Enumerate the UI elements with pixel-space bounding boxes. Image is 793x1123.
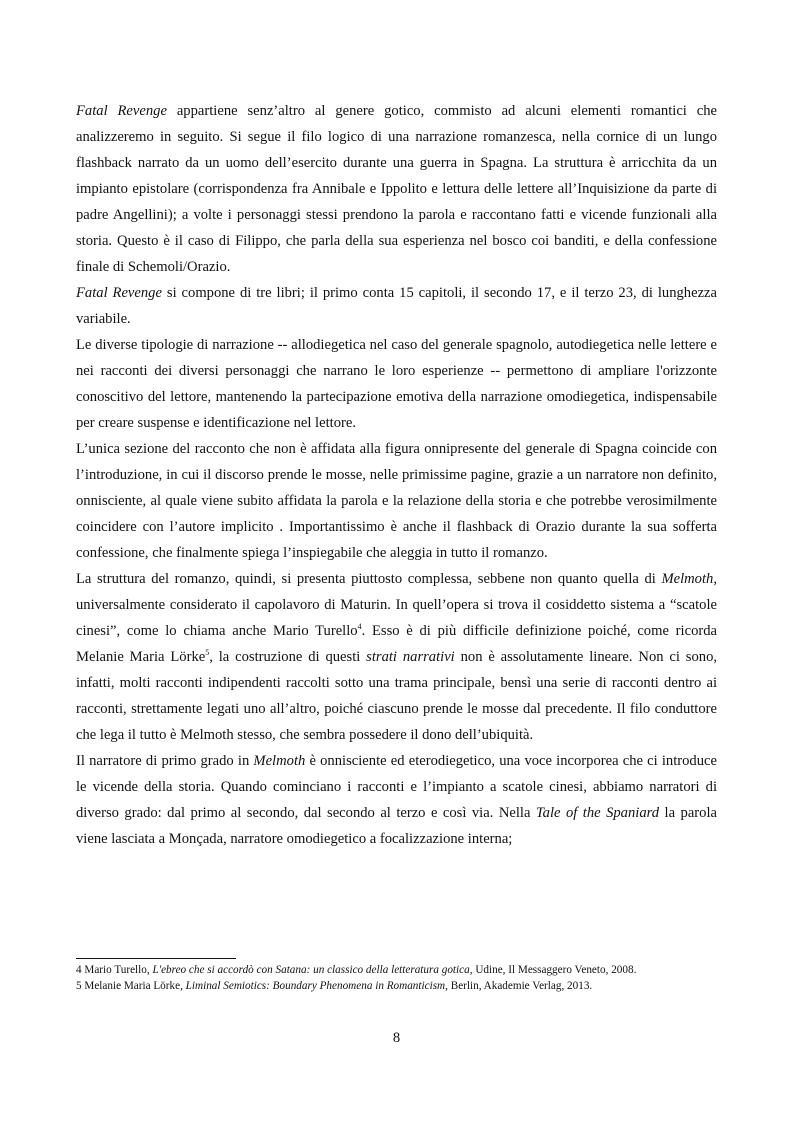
text-run: , la costruzione di questi bbox=[209, 649, 367, 665]
italic-text: L'ebreo che si accordò con Satana: un classico della letteratura gotica bbox=[152, 964, 470, 976]
page-number: 8 bbox=[392, 1030, 401, 1046]
italic-text: Melmoth bbox=[253, 753, 306, 769]
text-run: , Berlin, Akademie Verlag, 2013. bbox=[445, 980, 593, 992]
italic-text: Liminal Semiotics: Boundary Phenomena in Romanticism bbox=[185, 980, 446, 992]
paragraph bbox=[76, 332, 717, 436]
text-run: si compone di tre libri; il primo conta 15 capitoli, il secondo 17, e il terzo 23, di lunghezza variabile. bbox=[76, 285, 718, 327]
text-run: non è assolutamente lineare. Non ci sono, infatti, molti racconti indipendenti raccolti sotto una trama principale, bensì una serie di racconti dentro ai racconti, strettamente legati uno all’altro, poiché ciascuno prende le mosse dal precedente. Il filo conduttore che lega il tutto è Melmoth stesso, che sembra possedere il dono dell’ubiquità. bbox=[76, 649, 718, 743]
text-run: la parola viene lasciata a Monçada, narratore omodiegetico a focalizzazione interna; bbox=[76, 805, 717, 847]
paragraph bbox=[76, 566, 717, 748]
text-run: è onnisciente ed eterodiegetico, una voce incorporea che ci introduce le vicende della storia. Quando cominciano i racconti e l’impianto a scatole cinesi, abbiamo narratori di diverso grado: dal primo al secondo, dal secondo al terzo e così via. Nella bbox=[76, 753, 717, 821]
text-run: 4 Mario Turello, bbox=[76, 964, 153, 976]
paragraph bbox=[76, 748, 717, 852]
text-run: appartiene senz’altro al genere gotico, commisto ad alcuni elementi romantici che analizzeremo in seguito. Si segue il filo logico di una narrazione romanzesca, nella cornice di un lungo flashback narrato da un uomo dell’esercito durante una guerra in Spagna. La struttura è arricchita da un impianto epistolare (corrispondenza fra Annibale e Ippolito e lettura delle lettere all’Inquisizione da parte di padre Angellini); a volte i personaggi stessi prendono la parola e raccontano fatti e vicende funzionali alla storia. Questo è il caso di Filippo, che parla della sua esperienza nel bosco coi banditi, e della confessione finale di Schemoli/Orazio. bbox=[76, 103, 717, 275]
footnotes bbox=[76, 963, 717, 995]
body-text bbox=[76, 98, 717, 852]
text-run: L’unica sezione del racconto che non è affidata alla figura onnipresente del generale di Spagna coincide con l’introduzione, in cui il discorso prende le mosse, nelle primissime pagine, grazie a un narratore non definito, onnisciente, al quale viene subito affidata la parola e la relazione della storia e che potrebbe verosimilmente coincidere con l’autore implicito . Importantissimo è anche il flashback di Orazio durante la sua sofferta confessione, che finalmente spiega l’inspiegabile che aleggia in tutto il romanzo. bbox=[76, 441, 717, 561]
text-run: Le diverse tipologie di narrazione -- allodiegetica nel caso del generale spagnolo, autodiegetica nelle lettere e nei racconti dei diversi personaggi che narrano le loro esperienze -- permettono di ampliare l'orizzonte conoscitivo del lettore, mantenendo la partecipazione emotiva della narrazione omodiegetica, indispensabile per creare suspense e identificazione nel lettore. bbox=[76, 337, 717, 431]
footnote-reference: 5 bbox=[205, 648, 210, 658]
italic-text: Fatal Revenge bbox=[76, 285, 162, 301]
italic-text: Tale of the Spaniard bbox=[535, 805, 660, 821]
footnote bbox=[76, 963, 717, 978]
text-run: Il narratore di primo grado in bbox=[76, 753, 254, 769]
italic-text: Fatal Revenge bbox=[76, 103, 167, 119]
text-run: , Udine, Il Messaggero Veneto, 2008. bbox=[469, 964, 637, 976]
text-run: 5 Melanie Maria Lörke, bbox=[76, 980, 186, 992]
footnote-separator bbox=[76, 958, 236, 959]
footnote bbox=[76, 979, 717, 994]
text-run: . Esso è di più difficile definizione poiché, come ricorda Melanie Maria Lörke bbox=[76, 623, 717, 665]
italic-text: Melmoth bbox=[661, 571, 714, 587]
footnote-reference: 4 bbox=[357, 622, 362, 632]
text-run: La struttura del romanzo, quindi, si presenta piuttosto complessa, sebbene non quanto quella di bbox=[76, 571, 662, 587]
paragraph bbox=[76, 98, 717, 280]
paragraph bbox=[76, 280, 717, 332]
paragraph bbox=[76, 436, 717, 566]
italic-text: strati narrativi bbox=[366, 649, 455, 665]
text-run: , universalmente considerato il capolavoro di Maturin. In quell’opera si trova il cosiddetto sistema a “scatole cinesi”, come lo chiama anche Mario Turello bbox=[76, 571, 717, 639]
